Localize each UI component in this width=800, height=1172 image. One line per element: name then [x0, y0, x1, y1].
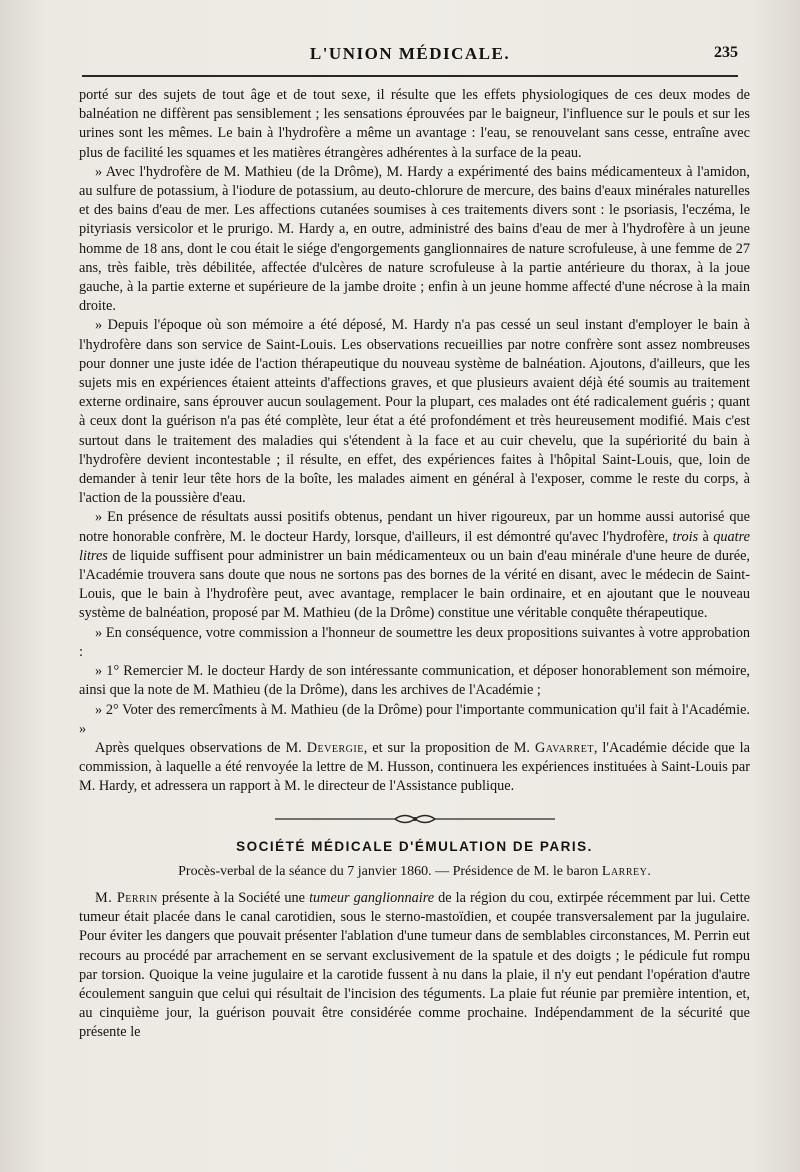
page-header — [82, 44, 738, 72]
italic-run: tumeur ganglionnaire — [309, 889, 435, 906]
ornamental-divider — [79, 811, 750, 827]
paragraph: » Avec l'hydrofère de M. Mathieu (de la Drôme), M. Hardy a expérimenté des bains médicamenteux à l'amidon, au sulfure de potassium, à l'iodure de potassium, au deuto-chlorure de mercure, des bains d'eaux minérales naturelles et des bains d'eau de mer. Les affections cutanées soumises à ces traitements divers sont : le psoriasis, l'eczéma, le pityriasis versicolor et le prurigo. M. Hardy a, en outre, administré des bains d'eau de mer à l'hydrofère à un jeune homme de 18 ans, dont le cou était le siége d'engorgements ganglionnaires de nature scrofuleuse, à une femme de 27 ans, très faible, très débilitée, affectée d'ulcères de nature scrofuleuse à la partie antérieure du thorax, à la joue gauche, à la partie externe et supérieure de la jambe droite ; enfin à un jeune homme affecté d'une nécrose à la main droite. — [79, 163, 750, 315]
text-run: de liquide suffisent pour administrer un bain médicamenteux ou un bain d'eau minérale d'une heure de durée, l'Académie trouvera sans doute que nous ne sortons pas des bornes de la vérité en disant, avec le médecin de Saint-Louis, que le bain à l'hydrofère peut, avec avantage, remplacer le bain ordinaire, et en ajoutant que le nouveau système de balnéation, proposé par M. Mathieu (de la Drôme) constitue une véritable conquête thérapeutique. — [79, 547, 750, 622]
text-run: à — [698, 528, 714, 545]
text-run: » En présence de résultats aussi positifs obtenus, pendant un hiver rigoureux, par un homme aussi autorisé que notre honorable confrère, M. le docteur Hardy, lorsque, d'ailleurs, il est démontré qu'avec l'hydrofère, — [79, 509, 750, 545]
text-run: , et sur la proposition de M. — [363, 739, 535, 756]
ornament-rule-icon — [275, 812, 555, 826]
text-run: , l'Académie décide que la commission, à laquelle a été renvoyée la lettre de M. Husson, continuera les expériences instituées à Saint-Louis par M. Hardy, et adressera un rapport à M. le directeur de l'Assistance publique. — [79, 739, 751, 795]
paragraph — [79, 889, 750, 1043]
paragraph: » 1° Remercier M. le docteur Hardy de son intéressante communication, et déposer honorablement son mémoire, ainsi que la note de M. Mathieu (de la Drôme), dans les archives de l'Académie ; — [79, 663, 750, 699]
section-title: SOCIÉTÉ MÉDICALE D'ÉMULATION DE PARIS. — [236, 838, 593, 854]
small-caps-run: Gavarret — [534, 739, 594, 756]
text-run: Après quelques observations de M. — [95, 739, 307, 756]
text-run: de la région du cou, extirpée récemment par lui. Cette tumeur était placée dans le canal carotidien, sous le sterno-mastoïdien, et coupée transversalement par la jugulaire. Pour éviter les dangers que pouvait présenter l'ablation d'une tumeur dans de semblables circonstances, M. Perrin eut recours au procédé par arrachement en se servant exclusivement de la spatule et des doigts ; le pédicule fut rompu par torsion. Quoique la veine jugulaire et la carotide fussent à nu dans la plaie, il n'y eut pendant l'opération d'autre écoulement sanguin que celui qui résultait de l'incision des téguments. La plaie fut réunie par première intention, et, au cinquième jour, la guérison pouvait être considérée comme prochaine. Indépendamment de la sécurité que présente le — [79, 889, 751, 1041]
text-run: Procès-verbal de la séance du 7 janvier 1860. — Présidence de M. le baron — [178, 863, 602, 879]
body-text — [79, 86, 750, 1043]
text-run: présente à la Société une — [157, 889, 310, 906]
running-title: L'UNION MÉDICALE. — [309, 44, 511, 63]
text-run: . — [647, 863, 651, 879]
paragraph: » Depuis l'époque où son mémoire a été déposé, M. Hardy n'a pas cessé un seul instant d'employer le bain à l'hydrofère dans son service de Saint-Louis. Les observations recueillies par notre confrère sont assez nombreuses pour donner une juste idée de l'action thérapeutique du nouveau système de balnéation. Ajoutons, d'ailleurs, que les sujets mis en expériences étaient atteints d'affections graves, et que plusieurs avaient déjà été soumis au traitement externe ordinaire, sans éprouver aucun soulagement. Pour la plupart, ces malades ont été radicalement guéris ; quant à ceux dont la guérison n'a pas été complète, leur état a été profondément et très heureusement modifié. Mais c'est surtout dans le traitement des maladies qui s'étendent à la face et au cuir chevelu, que la supériorité du bain à l'hydrofère devient incontestable ; il résulte, en effet, des expériences faites à l'hôpital Saint-Louis, que, loin de demander à tenir leur tête hors de la boîte, les malades aiment en général à l'exposer, comme le reste du corps, à l'action de la poussière d'eau. — [79, 317, 750, 507]
paragraph — [79, 508, 750, 623]
paragraph: » 2° Voter des remercîments à M. Mathieu (de la Drôme) pour l'importante communication qu'il fait à l'Académie. » — [79, 701, 750, 737]
small-caps-run: Devergie — [306, 739, 364, 756]
italic-run: trois — [672, 528, 699, 545]
small-caps-run: M. Perrin — [95, 889, 158, 906]
page-number: 235 — [714, 44, 738, 61]
paragraph — [79, 739, 750, 797]
proces-verbal — [79, 862, 750, 881]
paragraph: » En conséquence, votre commission a l'honneur de soumettre les deux propositions suivantes à votre approbation : — [79, 624, 750, 660]
header-rule — [82, 75, 738, 77]
small-caps-run: Larrey — [601, 863, 648, 879]
paragraph: porté sur des sujets de tout âge et de tout sexe, il résulte que les effets physiologiques de ces deux modes de balnéation ne diffèrent pas sensiblement ; les sensations éprouvées par le baigneur, l'influence sur le pouls et sur les urines sont les mêmes. Le bain à l'hydrofère a même un avantage : l'eau, se renouvelant sans cesse, entraîne avec plus de facilité les squames et les matières étrangères adhérentes à la surface de la peau. — [79, 87, 750, 161]
italic-run: quatre litres — [79, 528, 750, 564]
